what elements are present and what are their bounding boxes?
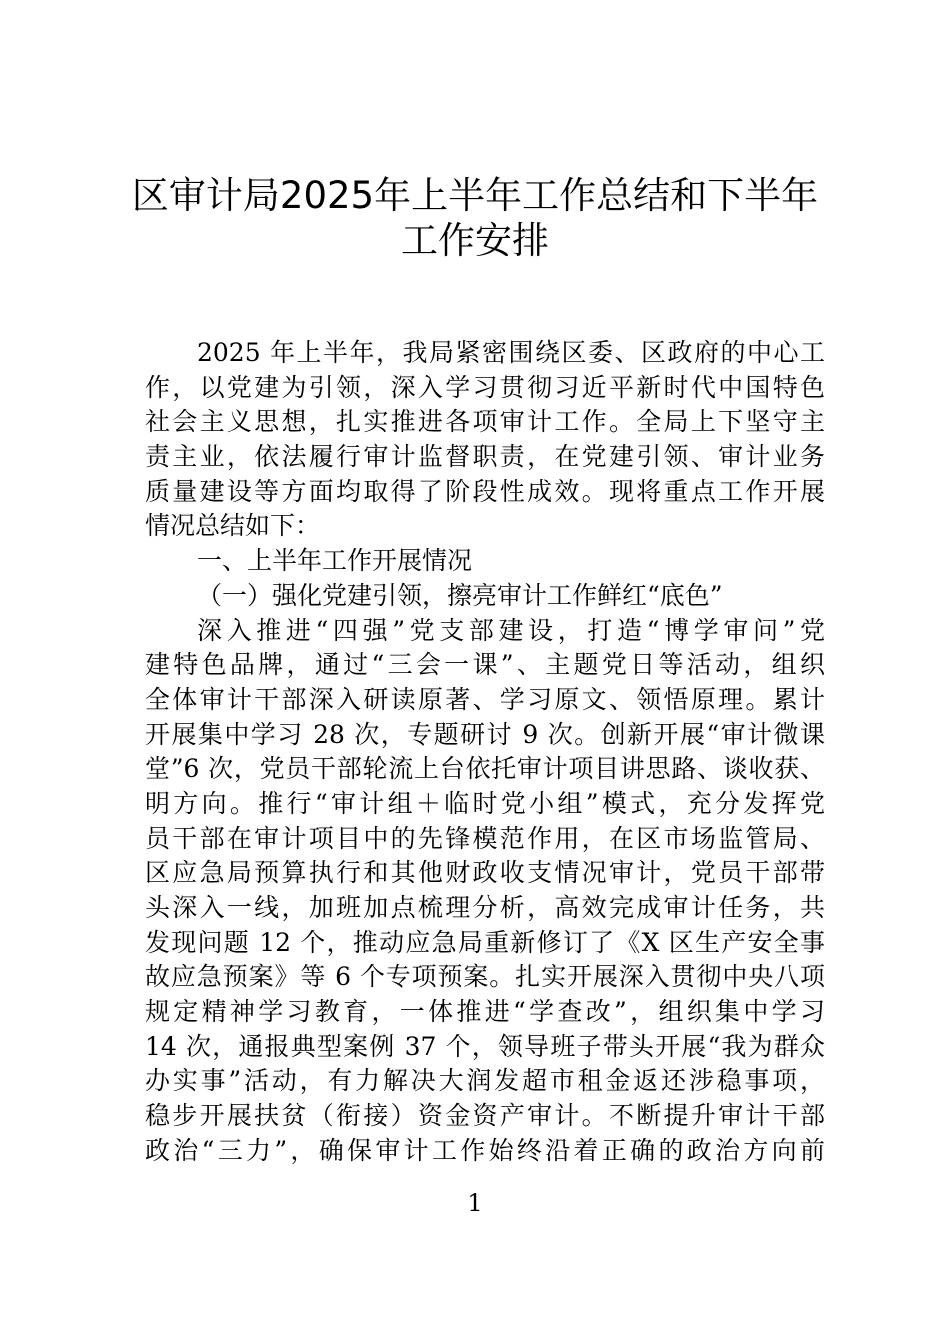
section-line: 区应急局预算执行和其他财政收支情况审计，党员干部带: [145, 858, 825, 888]
intro-line: 质量建设等方面均取得了阶段性成效。现将重点工作开展: [145, 476, 825, 506]
section-line: 故应急预案》等 6 个专项预案。扎实开展深入贯彻中央八项: [145, 962, 825, 992]
section-line: 规定精神学习教育，一体推进“学查改”，组织集中学习: [145, 997, 825, 1027]
intro-line: 情况总结如下：: [145, 511, 321, 541]
document-title-line-2: 工作安排: [401, 219, 549, 262]
section-line: 全体审计干部深入研读原著、学习原文、领悟原理。累计: [145, 684, 825, 714]
section-line: 员干部在审计项目中的先锋模范作用，在区市场监管局、: [145, 823, 825, 853]
document-title-line-1: 区审计局2025年上半年工作总结和下半年: [131, 174, 819, 217]
section-line: 稳步开展扶贫（衔接）资金资产审计。不断提升审计干部: [145, 1101, 825, 1131]
section-line: 明方向。推行“审计组＋临时党小组”模式，充分发挥党: [145, 788, 825, 818]
intro-line: 作，以党建为引领，深入学习贯彻习近平新时代中国特色: [145, 372, 825, 402]
section-line: 14 次，通报典型案例 37 个，领导班子带头开展“我为群众: [145, 1031, 825, 1061]
section-line: 堂”6 次，党员干部轮流上台依托审计项目讲思路、谈收获、: [145, 754, 825, 784]
page-number: 1: [467, 1189, 483, 1217]
section-heading-1: 一、上半年工作开展情况: [197, 546, 473, 576]
document-body: [145, 336, 825, 1169]
section-line: 发现问题 12 个，推动应急局重新修订了《X 区生产安全事: [145, 927, 825, 957]
section-line: 办实事”活动，有力解决大润发超市租金返还涉稳事项，: [145, 1066, 825, 1096]
section-line: 开展集中学习 28 次，专题研讨 9 次。创新开展“审计微课: [145, 719, 825, 749]
intro-line: 2025 年上半年，我局紧密围绕区委、区政府的中心工: [197, 338, 825, 367]
section-line: 深入推进“四强”党支部建设，打造“博学审问”党: [197, 615, 825, 645]
section-line: 建特色品牌，通过“三会一课”、主题党日等活动，组织: [145, 650, 825, 680]
section-heading-2: （一）强化党建引领，擦亮审计工作鲜红“底色”: [197, 580, 723, 610]
section-line: 政治“三力”，确保审计工作始终沿着正确的政治方向前: [145, 1135, 825, 1165]
section-line: 头深入一线，加班加点梳理分析，高效完成审计任务，共: [145, 893, 825, 922]
intro-line: 责主业，依法履行审计监督职责，在党建引领、审计业务: [145, 442, 825, 472]
intro-line: 社会主义思想，扎实推进各项审计工作。全局上下坚守主: [145, 407, 825, 437]
